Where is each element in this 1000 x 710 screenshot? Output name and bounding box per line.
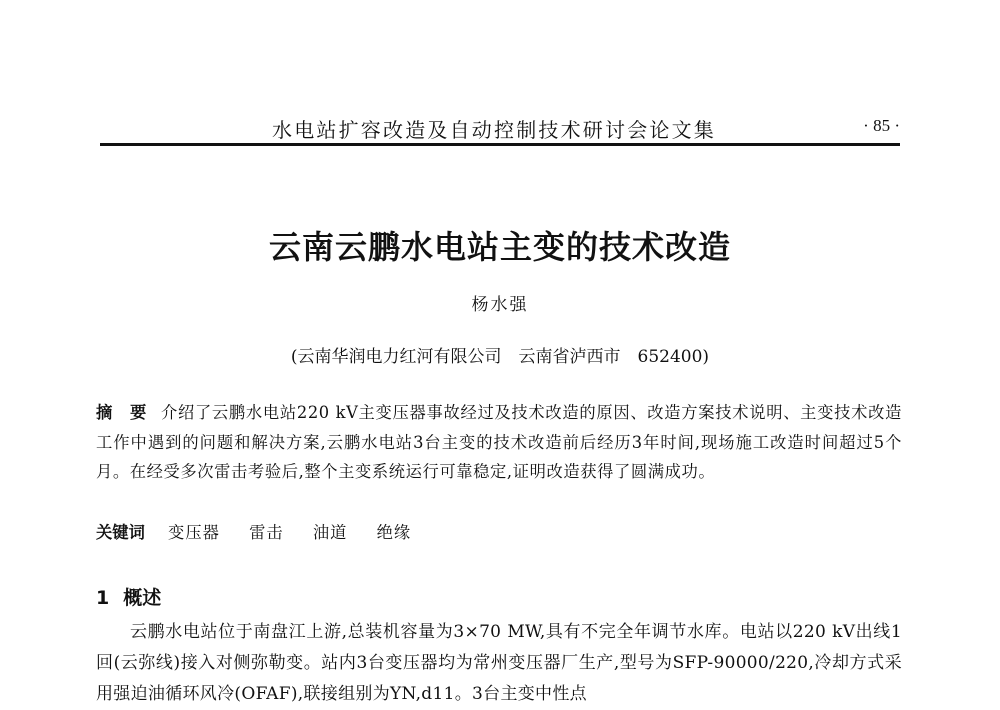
section-number: 1 bbox=[96, 587, 110, 609]
keywords-label: 关键词 bbox=[96, 523, 145, 542]
abstract-text: 介绍了云鹏水电站220 kV主变压器事故经过及技术改造的原因、改造方案技术说明、主变技术改造工作中遇到的问题和解决方案,云鹏水电站3台主变的技术改造前后经历3年时间,现场施工改造时间超过5个月。在经受多次雷击考验后,整个主变系统运行可靠稳定,证明改造获得了圆满成功。 bbox=[96, 403, 902, 481]
header-rule bbox=[100, 143, 900, 146]
section-title: 概述 bbox=[123, 587, 162, 609]
abstract bbox=[96, 398, 902, 487]
running-header bbox=[100, 106, 900, 140]
keywords bbox=[96, 519, 435, 543]
author: 杨水强 bbox=[471, 295, 529, 315]
section-heading bbox=[96, 583, 161, 610]
abstract-label: 摘 要 bbox=[96, 403, 147, 422]
journal-title: 水电站扩容改造及自动控制技术研讨会论文集 bbox=[272, 118, 716, 142]
keyword: 雷击 bbox=[249, 523, 284, 542]
page-number: · 85 · bbox=[863, 116, 900, 135]
keyword: 绝缘 bbox=[376, 523, 412, 542]
section-body: 云鹏水电站位于南盘江上游,总装机容量为3×70 MW,具有不完全年调节水库。电站以220 kV出线1回(云弥线)接入对侧弥勒变。站内3台变压器均为常州变压器厂生产,型号为SFP-90000/220,冷却方式采用强迫油循环风冷(OFAF),联接组别为YN,d11。3台主变中性点 bbox=[96, 622, 902, 704]
paper-title: 云南云鹏水电站主变的技术改造 bbox=[268, 228, 731, 266]
keyword: 油道 bbox=[312, 523, 348, 542]
keyword: 变压器 bbox=[168, 523, 220, 542]
affiliation: (云南华润电力红河有限公司 云南省泸西市 652400) bbox=[290, 347, 710, 367]
